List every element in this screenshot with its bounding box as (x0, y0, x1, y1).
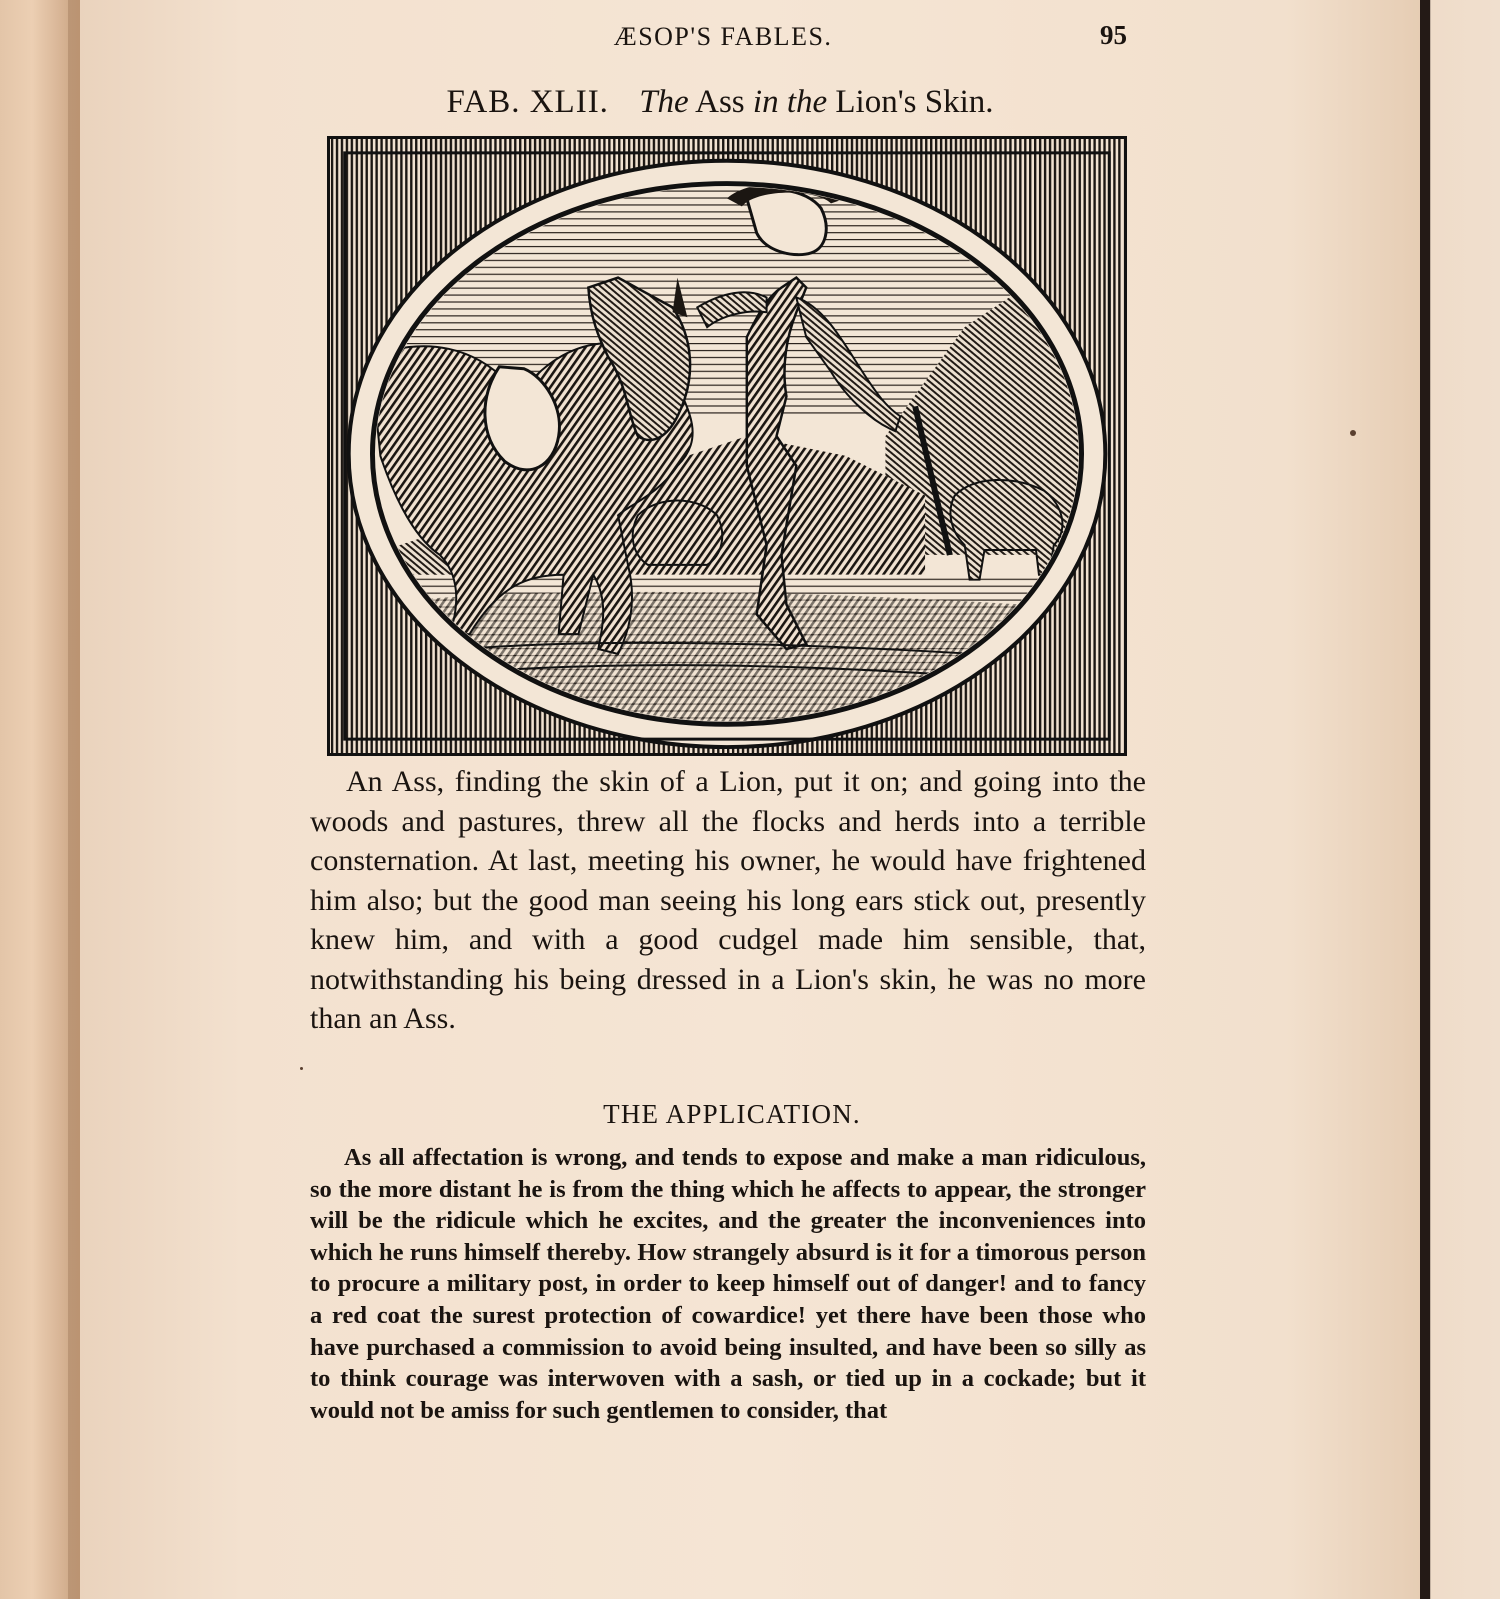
fable-number: FAB. XLII. (446, 84, 609, 120)
application-text-block (310, 1142, 1146, 1426)
paper-speck (300, 1067, 303, 1070)
running-head: ÆSOP'S FABLES. (613, 22, 833, 51)
woodcut-illustration (327, 136, 1127, 756)
application-paragraph: As all affectation is wrong, and tends to expose and make a man ridiculous, so the more distant he is from the thing which he affects to appear, the stronger will be the ridicule which he excites, and the greater the inconveniences into which he runs himself thereby. How strangely absurd is it for a timorous person to procure a military post, in order to keep himself out of danger! and to fancy a red coat the surest protection of cowardice! yet there have been those who have purchased a commission to avoid being insulted, and have been so silly as to think courage was interwoven with a sash, or tied up in a cockade; but it would not be amiss for such gentlemen to consider, that (310, 1144, 1146, 1424)
title-italic-in-the: in the (752, 84, 828, 120)
cover-board (1420, 0, 1430, 1599)
application-heading: THE APPLICATION. (603, 1099, 861, 1129)
page-number: 95 (1100, 20, 1127, 50)
book-cover-edge (1420, 0, 1500, 1599)
title-italic-the: The (639, 84, 689, 120)
fable-title (340, 84, 1100, 121)
fable-paragraph: An Ass, finding the skin of a Lion, put it on; and going into the woods and pastures, threw all the flocks and herds into a terrible consternation. At last, meeting his owner, he would have frightened him also; but the good man seeing his long ears stick out, presently knew him, and with a good cudgel made him sensible, that, notwithstanding his being dressed in a Lion's skin, he was no more than an Ass. (310, 765, 1146, 1035)
title-lions-skin: Lion's Skin. (835, 84, 994, 120)
title-ass: Ass (695, 84, 745, 120)
woodcut-svg (330, 139, 1124, 753)
fable-text-block (310, 762, 1146, 1039)
paper-speck (1350, 430, 1356, 436)
